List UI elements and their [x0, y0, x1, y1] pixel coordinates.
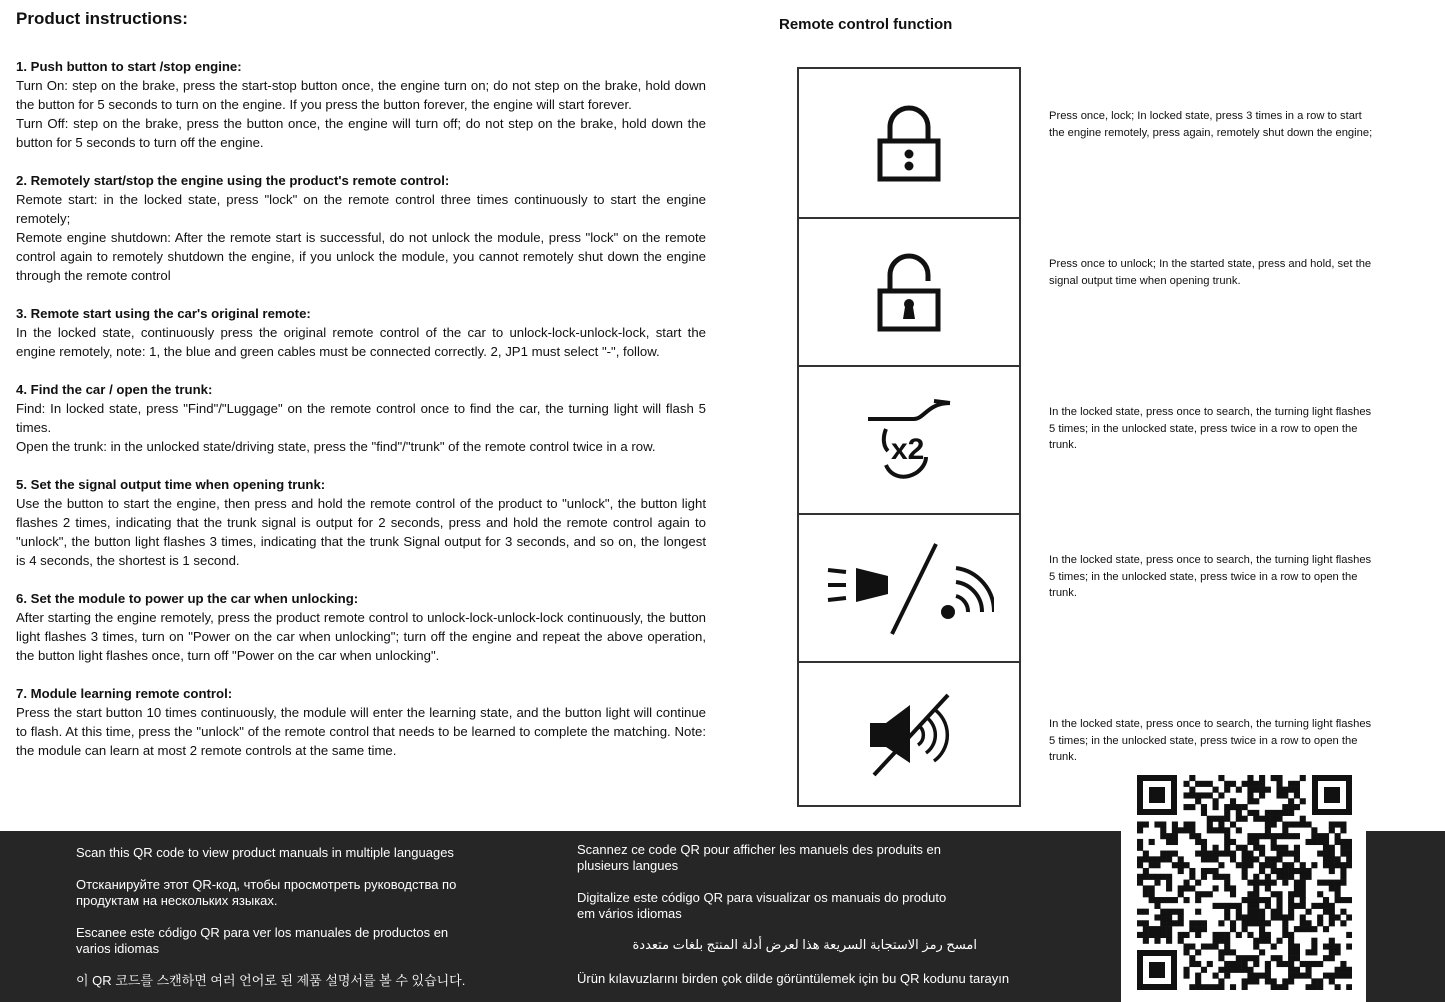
- section-text: Remote start: in the locked state, press "lock" on the remote control three times continuously to start the engine remotely;: [16, 192, 706, 226]
- scan-text-russian: Отсканируйте этот QR-код, чтобы просмотреть руководства по продуктам на нескольких языках.: [76, 877, 457, 908]
- section-heading: 5. Set the signal output time when opening trunk:: [16, 477, 326, 492]
- section-heading: 4. Find the car / open the trunk:: [16, 382, 213, 397]
- remote-function-table: [797, 67, 1021, 807]
- section-text: After starting the engine remotely, press the product remote control to unlock-lock-unlock-lock continuously, the button light flashes 3 times, turn on "Power on the car when unlocking"; turn off the engine and repeat the above operation, the button light flashes once, turn off "Power on the car when unlocking".: [16, 610, 706, 663]
- trunk-button-cell: [799, 365, 1019, 513]
- instruction-section-7: [16, 684, 706, 760]
- mute-button-description: In the locked state, press once to search, the turning light flashes 5 times; in the unlocked state, press twice in a row to open the trunk.: [1049, 718, 1372, 763]
- instruction-section-5: [16, 475, 706, 570]
- section-heading: 7. Module learning remote control:: [16, 686, 233, 701]
- light-horn-button-description: In the locked state, press once to search, the turning light flashes 5 times; in the unlocked state, press twice in a row to open the trunk.: [1049, 554, 1372, 599]
- section-text: Turn On: step on the brake, press the start-stop button once, the engine turn on; do not step on the brake, hold down the button for 5 seconds to turn on the engine. If you press the button forever, the engine will start forever.: [16, 78, 706, 112]
- instruction-section-2: [16, 171, 706, 285]
- page-title: Product instructions:: [16, 9, 188, 28]
- scan-text-portuguese: Digitalize este código QR para visualizar os manuais do produto em vários idiomas: [577, 890, 947, 921]
- section-text: Press the start button 10 times continuously, the module will enter the learning state, and the button light will continue to flash. At this time, press the "unlock" of the remote control that needs to be learned to complete the matching. Note: the module can learn at most 2 remote controls at the same time.: [16, 705, 706, 758]
- scan-text-arabic: امسح رمز الاستجابة السريعة هذا لعرض أدلة المنتج بلغات متعددة: [632, 937, 977, 952]
- section-text: Use the button to start the engine, then press and hold the remote control of the product to "unlock", the button light flashes 2 times, indicating that the trunk signal is output for 2 seconds, press and hold the remote control again to "unlock", the button light flashes 3 times, indicating that the trunk Signal output for 3 seconds, and so on, the longest is 4 seconds, the shortest is 1 second.: [16, 496, 706, 568]
- instruction-section-1: [16, 57, 706, 152]
- lock-button-description: Press once, lock; In locked state, press 3 times in a row to start the engine remotely, press again, remotely shut down the engine;: [1049, 110, 1373, 139]
- mute-icon: [864, 691, 954, 781]
- section-text: Open the trunk: in the unlocked state/driving state, press the "find"/"trunk" of the remote control twice in a row.: [16, 439, 656, 454]
- instruction-section-6: [16, 589, 706, 665]
- unlock-button-description: Press once to unlock; In the started state, press and hold, set the signal output time when opening trunk.: [1049, 258, 1372, 287]
- section-text: Turn Off: step on the brake, press the button once, the engine will turn off; do not step on the brake, hold down the button for 5 seconds to turn off the engine.: [16, 116, 706, 150]
- qr-code-icon[interactable]: [1137, 775, 1352, 990]
- instruction-section-3: [16, 304, 706, 361]
- section-text: Remote engine shutdown: After the remote start is successful, do not unlock the module, press "lock" on the remote control again to remotely shutdown the engine, if you unlock the module, you cannot remotely shut down the engine through the remote control: [16, 230, 706, 283]
- mute-button-cell: [799, 661, 1019, 809]
- x2-label: x2: [891, 433, 925, 466]
- qr-code-panel[interactable]: [1121, 771, 1366, 1002]
- section-text: In the locked state, continuously press the original remote control of the car to unlock-lock-unlock-lock, start the engine remotely, note: 1, the blue and green cables must be connected correctly. 2, JP1 must select "-", follow.: [16, 325, 706, 359]
- scan-text-korean: 이 QR 코드를 스캔하면 여러 언어로 된 제품 설명서를 볼 수 있습니다.: [76, 973, 466, 988]
- light-horn-button-cell: [799, 513, 1019, 661]
- trunk-button-description: In the locked state, press once to search, the turning light flashes 5 times; in the unlocked state, press twice in a row to open the trunk.: [1049, 406, 1372, 451]
- lock-icon: [874, 103, 944, 183]
- unlock-icon: [874, 251, 944, 333]
- scan-text-english: Scan this QR code to view product manuals in multiple languages: [76, 845, 454, 860]
- section-heading: 3. Remote start using the car's original remote:: [16, 306, 311, 321]
- section-heading: 6. Set the module to power up the car when unlocking:: [16, 591, 359, 606]
- scan-text-spanish: Escanee este código QR para ver los manuales de productos en varios idiomas: [76, 925, 449, 956]
- lock-button-cell: [799, 69, 1019, 217]
- scan-text-turkish: Ürün kılavuzlarını birden çok dilde görüntülemek için bu QR kodunu tarayın: [577, 971, 1010, 986]
- scan-text-french: Scannez ce code QR pour afficher les manuels des produits en plusieurs langues: [577, 842, 941, 873]
- remote-function-title: Remote control function: [779, 16, 953, 33]
- section-heading: 2. Remotely start/stop the engine using the product's remote control:: [16, 173, 450, 188]
- section-heading: 1. Push button to start /stop engine:: [16, 59, 242, 74]
- instruction-section-4: [16, 380, 706, 456]
- instructions-column: [16, 57, 706, 779]
- unlock-button-cell: [799, 217, 1019, 365]
- trunk-x2-icon: [864, 395, 954, 485]
- section-text: Find: In locked state, press "Find"/"Luggage" on the remote control once to find the car, the turning light will flash 5 times.: [16, 401, 706, 435]
- light-horn-icon: [824, 538, 994, 638]
